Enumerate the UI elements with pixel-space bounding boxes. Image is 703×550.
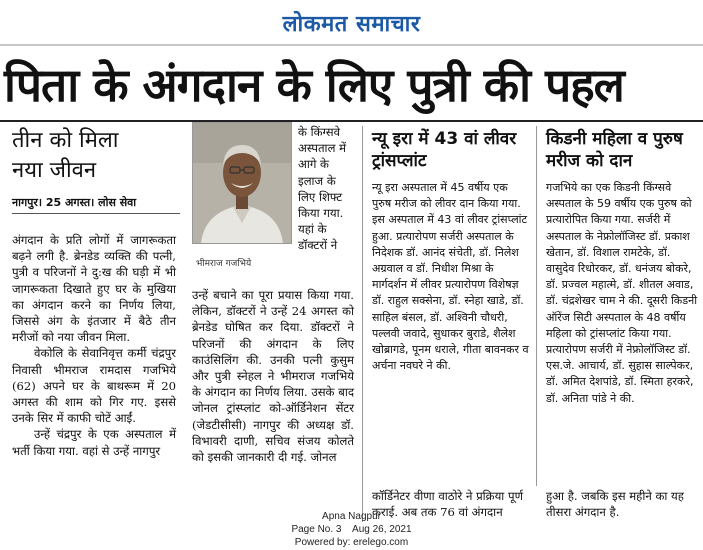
portrait-photo <box>192 122 292 244</box>
subheadline-line-1: तीन को मिला <box>12 128 119 153</box>
page-footer <box>0 510 703 549</box>
footer-powered-by: Powered by: erelego.com <box>294 537 409 548</box>
paragraph: वेकोलि के सेवानिवृत्त कर्मी चंद्रपुर निवासी भीमराज रामदास गजभिये (62) अपने घर के बाथरूम में 20 अगस्त की शाम को गिर गए. इससे उनके सिर में काफी चोटें आईं. <box>12 346 176 426</box>
article-column-2-side: के किंग्सवे अस्पताल में आगे के इलाज के लिए शिफ्ट किया गया. यहां के डॉक्टरों ने <box>298 125 347 253</box>
headline-divider <box>0 120 703 122</box>
article-column-5: कॉर्डिनेटर वीणा वाठोरे ने प्रक्रिया पूर्ण कराई. अब तक 76 वां अंगदान <box>372 489 523 520</box>
article-column-4 <box>546 180 702 407</box>
article-column-3 <box>372 180 530 374</box>
portrait-image <box>193 123 291 243</box>
dateline: नागपुर। 25 अगस्त। लोस सेवा <box>12 196 137 209</box>
paragraph: गजभिये का एक किडनी किंग्सवे अस्पताल के 59 वर्षीय एक पुरुष को प्रत्यारोपित किया गया. सर्जरी में अस्पताल के नेफ्रोलॉजिस्ट डॉ. प्रकाश खेतान, डॉ. विशाल रामटेके, डॉ. वासुदेव रिधोरकर, डॉ. धनंजय बोकरे, डॉ. प्रज्वल महात्मे, डॉ. शीतल अवाड, डॉ. चंद्रशेखर चाम ने की. दूसरी किडनी ऑरेंज सिटी अस्पताल के 48 वर्षीय महिला को ट्रांसप्लांट किया गया. प्रत्यारोपण सर्जरी में नेफ्रोलॉजिस्ट डॉ. एस.जे. आचार्य, डॉ. सुहास साल्पेकर, डॉ. अमित देशपांडे, डॉ. स्मिता हरकरे, डॉ. अनिता पांडे ने की. <box>546 181 698 405</box>
article-column-2 <box>192 287 354 465</box>
photo-caption: भीमराज गजभिये <box>196 259 252 269</box>
paragraph: अंगदान के प्रति लोगों में जागरूकता बढ़ने लगी है. ब्रेनडेड व्यक्ति की पत्नी, पुत्री व परिजनों ने दु:ख की घड़ी में भी जागरूकता दिखाते हुए घर के मुखिया का अंगदान करने का निर्णय लिया, जिससे अंग के इंतजार में बैठे तीन मरीजों को नया जीवन मिला. <box>12 233 176 345</box>
section-heading-liver: न्यू इरा में 43 वां लीवर ट्रांसप्लांट <box>372 129 517 171</box>
masthead-logo: लोकमत समाचार <box>282 11 421 37</box>
column-divider <box>536 126 537 486</box>
subheadline-line-2: नया जीवन <box>12 158 97 183</box>
masthead-divider <box>0 44 703 46</box>
paragraph: न्यू इरा अस्पताल में 45 वर्षीय एक पुरुष मरीज को लीवर दान किया गया. इस अस्पताल में 43 वां लीवर ट्रांसप्लांट हुआ. प्रत्यारोपण सर्जरी अस्पताल के निदेशक डॉ. आनंद संचेती, डॉ. निलेश अग्रवाल व डॉ. निधीश मिश्रा के मार्गदर्शन में लीवर प्रत्यारोपण विशेषज्ञ डॉ. राहुल सक्सेना, डॉ. स्नेहा खाडे, डॉ. साहिल बंसल, डॉ. अश्विनी चौधरी, पल्लवी जवादे, सुधाकर बुराडे, शैलेश खोब्रागडे, पूनम धराले, गीता बावनकर व अर्चना नवघरे ने की. <box>372 181 529 373</box>
article-column-1 <box>12 232 176 459</box>
paragraph: उन्हें बचाने का पूरा प्रयास किया गया. लेकिन, डॉक्टरों ने उन्हें 24 अगस्त को ब्रेनडेड घोषित कर दिया. डॉक्टरों ने परिजनों की अंगदान के लिए काउंसिलिंग की. उनकी पत्नी कुसुम और पुत्री स्नेहल ने भीमराज गजभिये के अंगदान का निर्णय लिया. उसके बाद जोनल ट्रांस्प्लांट को-ऑर्डिनेशन सेंटर (जेडटीसीसी) नागपुर की अध्यक्ष डॉ. विभावरी दाणी, सचिव संजय कोलते को इसकी जानकारी दी गई. जोनल <box>192 288 354 465</box>
headline: पिता के अंगदान के लिए पुत्री की पहल <box>4 58 624 112</box>
paragraph: उन्हें चंद्रपुर के एक अस्पताल में भर्ती किया गया. वहां से उन्हें नागपुर <box>12 427 176 458</box>
column-divider <box>362 126 363 522</box>
footer-publication: Apna Nagpur <box>322 511 381 522</box>
masthead <box>0 0 703 44</box>
article-column-6: हुआ है. जबकि इस महीने का यह तीसरा अंगदान है. <box>546 489 684 520</box>
subheadline <box>12 126 182 186</box>
section-heading-kidney: किडनी महिला व पुरुष मरीज को दान <box>546 129 683 171</box>
dateline-divider <box>12 213 180 214</box>
footer-page-date: Page No. 3 Aug 26, 2021 <box>291 524 412 535</box>
